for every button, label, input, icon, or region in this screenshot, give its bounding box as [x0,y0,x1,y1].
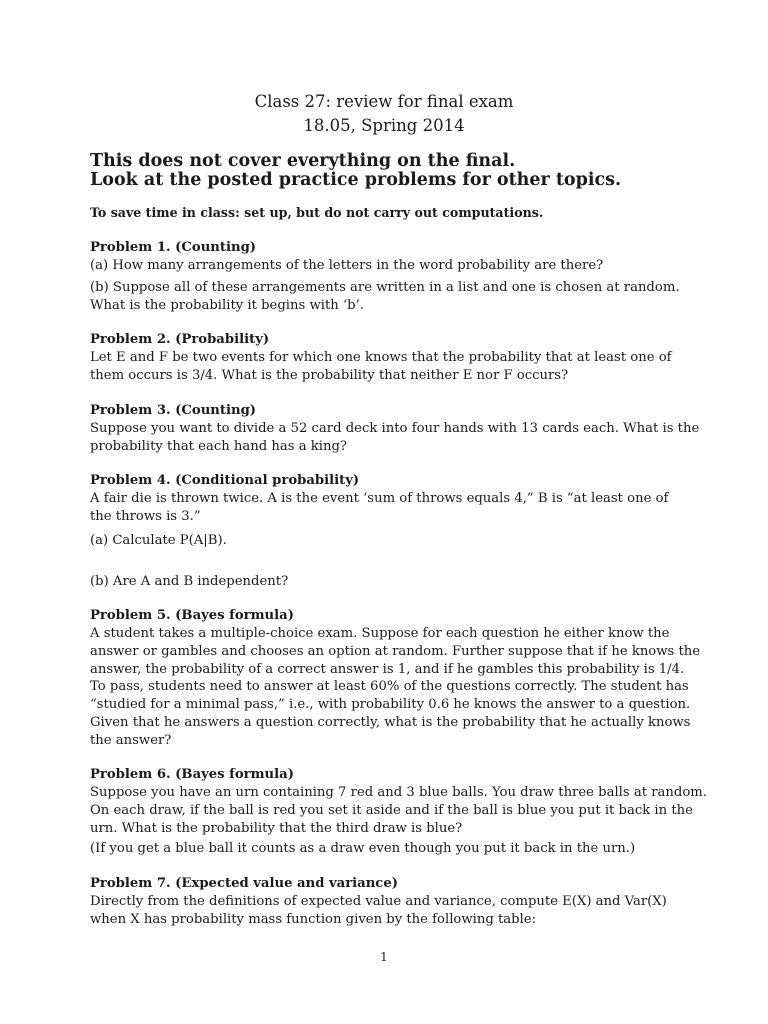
problem-7-line-2: when X has probability mass function given by the following table: [90,912,537,927]
problem-6-line-4: (If you get a blue ball it counts as a draw even though you put it back in the urn.) [90,841,636,856]
document-subtitle: 18.05, Spring 2014 [303,116,465,135]
problem-5-line-5: “studied for a minimal pass,” i.e., with probability 0.6 he knows the answer to a question. [90,697,691,712]
page-number: 1 [380,950,388,964]
instruction-text: To save time in class: set up, but do not carry out computations. [90,205,544,220]
problem-2-line-2: them occurs is 3/4. What is the probability that neither E nor F occurs? [90,368,569,383]
intro-line-1: This does not cover everything on the final. [90,151,516,171]
problem-5-line-3: answer, the probability of a correct answer is 1, and if he gambles this probability is 1/4. [90,662,685,677]
problem-1-line-2: (b) Suppose all of these arrangements are written in a list and one is chosen at random. [90,280,680,295]
problem-7-heading: Problem 7. (Expected value and variance) [90,876,398,891]
problem-7-line-1: Directly from the definitions of expected value and variance, compute E(X) and Var(X) [90,894,667,909]
problem-6-line-1: Suppose you have an urn containing 7 red and 3 blue balls. You draw three balls at random. [90,785,707,800]
problem-6-heading: Problem 6. (Bayes formula) [90,767,294,782]
problem-1-heading: Problem 1. (Counting) [90,240,257,255]
document-title: Class 27: review for final exam [254,92,514,111]
problem-4-line-3: (a) Calculate P(A|B). [90,533,227,548]
problem-6-line-2: On each draw, if the ball is red you set it aside and if the ball is blue you put it back in the [90,803,693,818]
problem-1-line-3: What is the probability it begins with ‘b’. [90,298,364,313]
problem-2-line-1: Let E and F be two events for which one knows that the probability that at least one of [90,350,672,365]
problem-1-line-1: (a) How many arrangements of the letters in the word probability are there? [90,258,604,273]
problem-4-heading: Problem 4. (Conditional probability) [90,473,360,488]
problem-4-line-2: the throws is 3.” [90,509,201,524]
problem-2-heading: Problem 2. (Probability) [90,332,270,347]
problem-5-line-1: A student takes a multiple-choice exam. Suppose for each question he either know the [90,626,670,641]
problem-5-line-4: To pass, students need to answer at least 60% of the questions correctly. The student has [90,679,689,694]
problem-5-heading: Problem 5. (Bayes formula) [90,608,294,623]
problem-4-line-4: (b) Are A and B independent? [90,574,289,589]
intro-line-2: Look at the posted practice problems for other topics. [90,170,622,190]
problem-5-line-2: answer or gambles and chooses an option at random. Further suppose that if he knows the [90,644,701,659]
problem-3-line-2: probability that each hand has a king? [90,439,347,454]
problem-5-line-7: the answer? [90,733,172,748]
problem-3-heading: Problem 3. (Counting) [90,403,257,418]
problem-5-line-6: Given that he answers a question correctly, what is the probability that he actually knows [90,715,691,730]
problem-4-line-1: A fair die is thrown twice. A is the event ‘sum of throws equals 4,” B is “at least one of [90,491,669,506]
problem-6-line-3: urn. What is the probability that the third draw is blue? [90,821,463,836]
problem-3-line-1: Suppose you want to divide a 52 card deck into four hands with 13 cards each. What is the [90,421,700,436]
